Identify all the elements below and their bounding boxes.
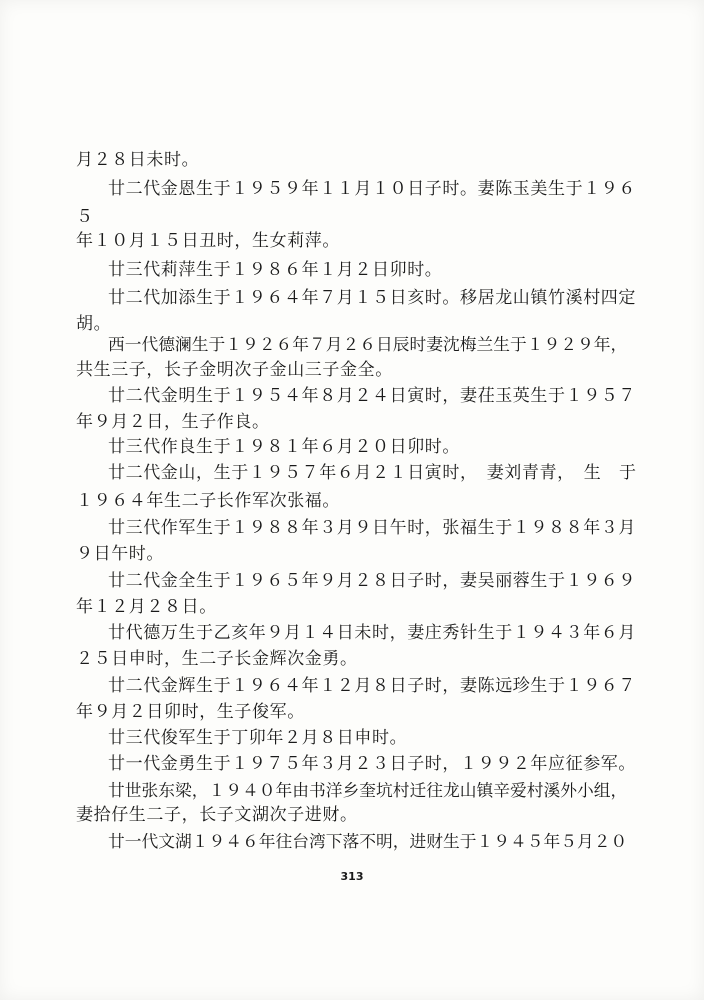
text-line: 年９月２日卯时，生子俊军。 — [76, 702, 305, 722]
text-line: １９６４年生二子长作军次张福。 — [76, 491, 340, 511]
text-line: 胡。 — [76, 314, 112, 334]
text-line: 月２８日未时。 — [76, 150, 200, 170]
text-line: 廿代德万生于乙亥年９月１４日未时，妻庄秀针生于１９４３年６月 — [108, 623, 636, 643]
text-line: 廿二代金辉生于１９６４年１２月８日子时，妻陈远珍生于１９６７ — [108, 676, 636, 696]
text-line: 廿三代作军生于１９８８年３月９日午时，张福生于１９８８年３月 — [108, 518, 636, 538]
text-line: 廿三代俊军生于丁卯年２月８日申时。 — [108, 728, 408, 748]
text-line: 西一代德澜生于１９２６年７月２６日辰时妻沈梅兰生于１９２９年， — [108, 334, 628, 354]
text-line: ５ — [76, 207, 94, 227]
text-line: 廿世张东梁，１９４０年由书洋乡奎坑村迁往龙山镇辛爱村溪外小组， — [108, 780, 628, 800]
text-line: 廿一代金勇生于１９７５年３月２３日子时，１９９２年应征参军。 — [108, 754, 636, 774]
text-line: 年１０月１５日丑时，生女莉萍。 — [76, 231, 340, 251]
text-line: 廿二代加添生于１９６４年７月１５日亥时。移居龙山镇竹溪村四定 — [108, 288, 636, 308]
text-line: 廿三代作良生于１９８１年６月２０日卯时。 — [108, 437, 460, 457]
text-line: 年１２月２８日。 — [76, 597, 217, 617]
text-line: 年９月２日，生子作良。 — [76, 412, 270, 432]
text-line: ２５日申时，生二子长金辉次金勇。 — [76, 649, 358, 669]
text-line: 共生三子，长子金明次子金山三子金全。 — [76, 360, 393, 380]
text-line: 廿二代金明生于１９５４年８月２４日寅时，妻茌玉英生于１９５７ — [108, 386, 636, 406]
text-line: 廿三代莉萍生于１９８６年１月２日卯时。 — [108, 260, 443, 280]
text-line: ９日午时。 — [76, 544, 164, 564]
text-line: 妻拾仔生二子，长子文湖次子进财。 — [76, 805, 358, 825]
text-line: 廿二代金山，生于１９５７年６月２１日寅时， 妻刘青青， 生 于 — [108, 463, 637, 483]
text-line: 廿二代金全生于１９６５年９月２８日子时，妻吴丽蓉生于１９６９ — [108, 571, 636, 591]
text-line: 廿一代文湖１９４６年往台湾下落不明，进财生于１９４５年５月２０ — [108, 831, 628, 851]
text-line: 廿二代金恩生于１９５９年１１月１０日子时。妻陈玉美生于１９６ — [108, 179, 636, 199]
page-number: 313 — [340, 870, 364, 883]
